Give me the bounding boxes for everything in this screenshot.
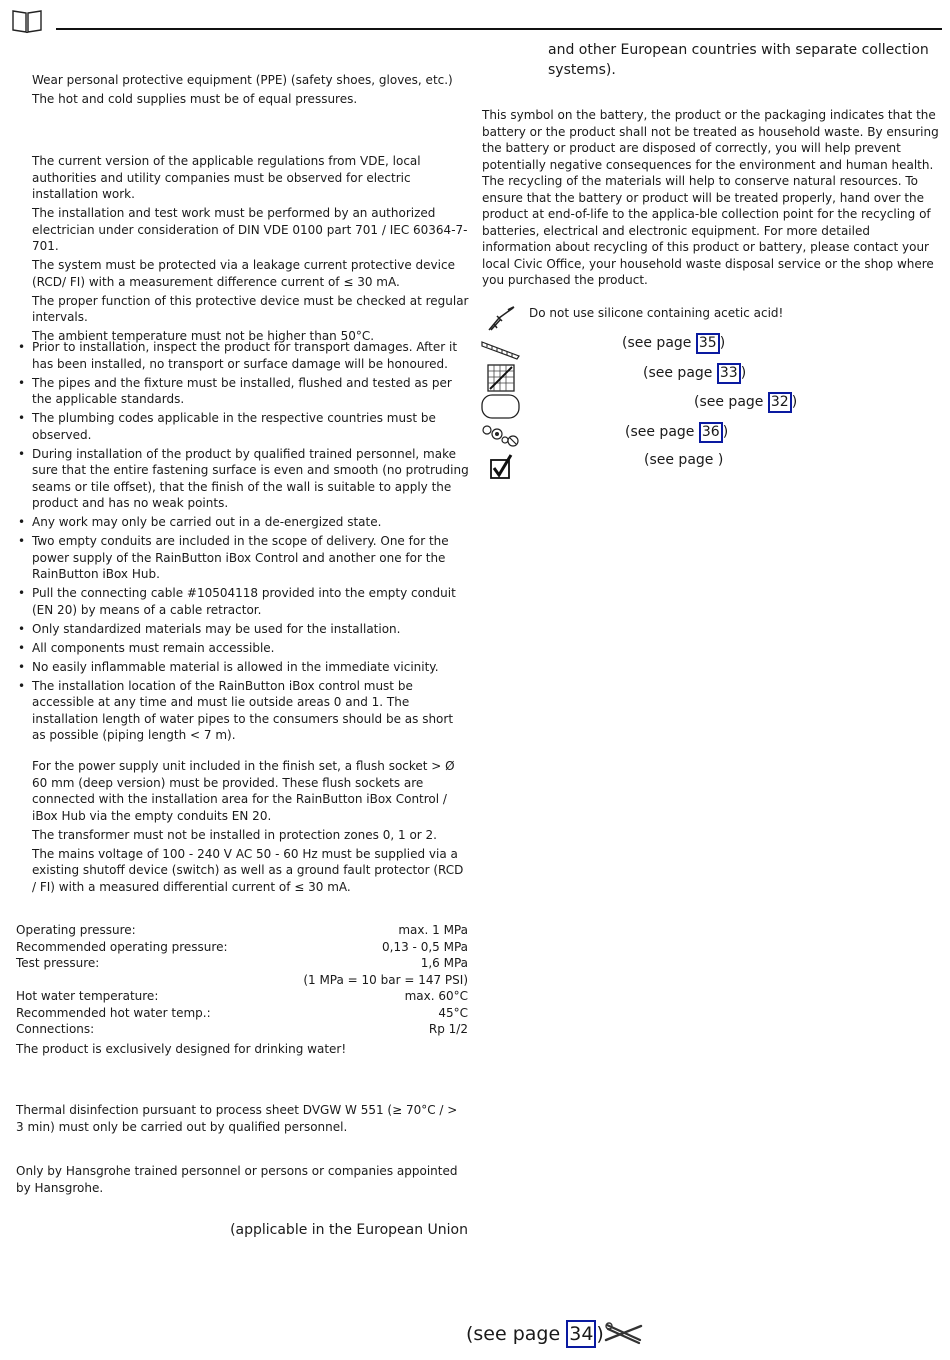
list-item: • During installation of the product by qualified trained personnel, make sure that the entire fastening surface is even and smooth (no protruding seams or tile offset), that the finish of the wall is suitable to apply the product and has no weak points. <box>16 446 470 512</box>
page-link[interactable]: 32 <box>768 392 792 413</box>
list-item: • The pipes and the fixture must be installed, flushed and tested as per the applicable standards. <box>16 375 470 408</box>
page-link[interactable]: 36 <box>699 422 723 443</box>
electrical-notes <box>32 153 470 347</box>
electrical-note: The ambient temperature must not be higher than 50°C. <box>32 329 375 343</box>
page-link[interactable]: 35 <box>696 333 720 354</box>
silicone-warning: Do not use silicone containing acetic acid! <box>529 306 784 320</box>
specifications <box>16 922 468 1057</box>
installation-notes <box>16 339 470 746</box>
list-item: • All components must remain accessible. <box>16 640 470 657</box>
spec-row: Connections: Rp 1/2 <box>16 1022 468 1036</box>
silicone-gun-icon <box>486 306 516 332</box>
list-item: • Only standardized materials may be used for the installation. <box>16 621 470 638</box>
page-link[interactable]: 33 <box>717 363 741 384</box>
disinfection-note: Thermal disinfection pursuant to process sheet DVGW W 551 (≥ 70°C / > 3 min) must only be carried out by qualified personnel. <box>16 1103 458 1134</box>
list-item: • No easily inflammable material is allowed in the immediate vicinity. <box>16 659 470 676</box>
spec-row: Operating pressure: max. 1 MPa <box>16 923 468 937</box>
safety-note: Wear personal protective equipment (PPE) (safety shoes, gloves, etc.) <box>32 73 453 87</box>
list-item: • The plumbing codes applicable in the respective countries must be observed. <box>16 410 470 443</box>
electrical-note: The system must be protected via a leakage current protective device (RCD/ FI) with a measurement difference current of ≤ 30 mA. <box>32 258 455 289</box>
list-item: • Two empty conduits are included in the scope of delivery. One for the power supply of the RainButton iBox Control and another one for the RainButton iBox Hub. <box>16 533 470 583</box>
spare-parts-icon <box>482 424 520 450</box>
list-item: • Prior to installation, inspect the product for transport damages. After it has been installed, no transport or surface damage will be honoured. <box>16 339 470 372</box>
electrical-note: The current version of the applicable regulations from VDE, local authorities and utility companies must be observed for electric installation work. <box>32 154 421 201</box>
list-item: • Pull the connecting cable #10504118 provided into the empty conduit (EN 20) by means of a cable retractor. <box>16 585 470 618</box>
see-page-ref: (see page 32 ) <box>694 392 797 413</box>
tools-icon <box>604 1320 644 1346</box>
power-supply-notes <box>32 758 468 898</box>
power-note: For the power supply unit included in the finish set, a flush socket > Ø 60 mm (deep version) must be provided. These flush sockets are connected with the installation area for the RainButton iBox Control / iBox Hub via the empty conduits EN 20. <box>32 759 455 823</box>
spec-row: Test pressure: 1,6 MPa <box>16 956 468 970</box>
rounded-box-icon <box>481 394 521 420</box>
drinking-water-note: The product is exclusively designed for drinking water! <box>16 1041 347 1056</box>
spec-row: Hot water temperature: max. 60°C <box>16 989 468 1003</box>
open-book-icon <box>11 8 43 34</box>
see-page-ref: (see page 33 ) <box>643 363 746 384</box>
battery-disposal-text: This symbol on the battery, the product or the packaging indicates that the battery or the product shall not be treated as household waste. By ensuring the battery or product are disposed of correctly, you will help prevent potentially negative consequences for the environment and human health. The recycling of the materials will help to conserve natural resources. To ensure that the battery or product will be treated properly, hand over the product at end-of-life to the applica-ble collection point for the recycling of batteries, electrical and electronic equipment. For more detailed information about recycling of this product or battery, please contact your local Civic Office, your household waste disposal service or the shop where you purchased the product. <box>482 108 939 287</box>
grid-dimensions-icon <box>487 364 515 392</box>
header-rule <box>56 28 942 30</box>
safety-notes <box>32 72 468 110</box>
spec-row: Recommended hot water temp.: 45°C <box>16 1005 468 1020</box>
power-note: The transformer must not be installed in protection zones 0, 1 or 2. <box>32 827 437 842</box>
footer-page-ref: (see page 34 ) <box>466 1320 604 1348</box>
checkbox-check-icon <box>489 454 515 480</box>
service-note: Only by Hansgrohe trained personnel or persons or companies appointed by Hansgrohe. <box>16 1164 458 1195</box>
see-page-ref: (see page 35 ) <box>622 333 725 354</box>
spec-row: Recommended operating pressure: 0,13 - 0,5 MPa <box>16 939 468 954</box>
electrical-note: The installation and test work must be performed by an authorized electrician under consideration of DIN VDE 0100 part 701 / IEC 60364-7-701. <box>32 206 468 253</box>
disposal-note-start: (applicable in the European Union <box>230 1222 468 1238</box>
list-item: • Any work may only be carried out in a de-energized state. <box>16 514 470 531</box>
page-link[interactable]: 34 <box>566 1320 596 1348</box>
spec-row: (1 MPa = 10 bar = 147 PSI) <box>303 972 468 987</box>
list-item: • The installation location of the RainButton iBox control must be accessible at any time and must lie outside areas 0 and 1. The installation length of water pipes to the consumers should be as short as possible (piping length < 7 m). <box>16 678 470 744</box>
see-page-ref: (see page 36 ) <box>625 422 728 443</box>
safety-note: The hot and cold supplies must be of equal pressures. <box>32 92 358 106</box>
disposal-note-continued: and other European countries with separate collection systems). <box>548 42 929 78</box>
ruler-icon <box>481 336 521 360</box>
see-page-ref: (see page ) <box>644 452 724 468</box>
power-note: The mains voltage of 100 - 240 V AC 50 - 60 Hz must be supplied via a existing shutoff device (switch) as well as a ground fault protector (RCD / FI) with a measured differential current of ≤ 30 mA. <box>32 846 464 894</box>
electrical-note: The proper function of this protective device must be checked at regular intervals. <box>32 293 469 324</box>
